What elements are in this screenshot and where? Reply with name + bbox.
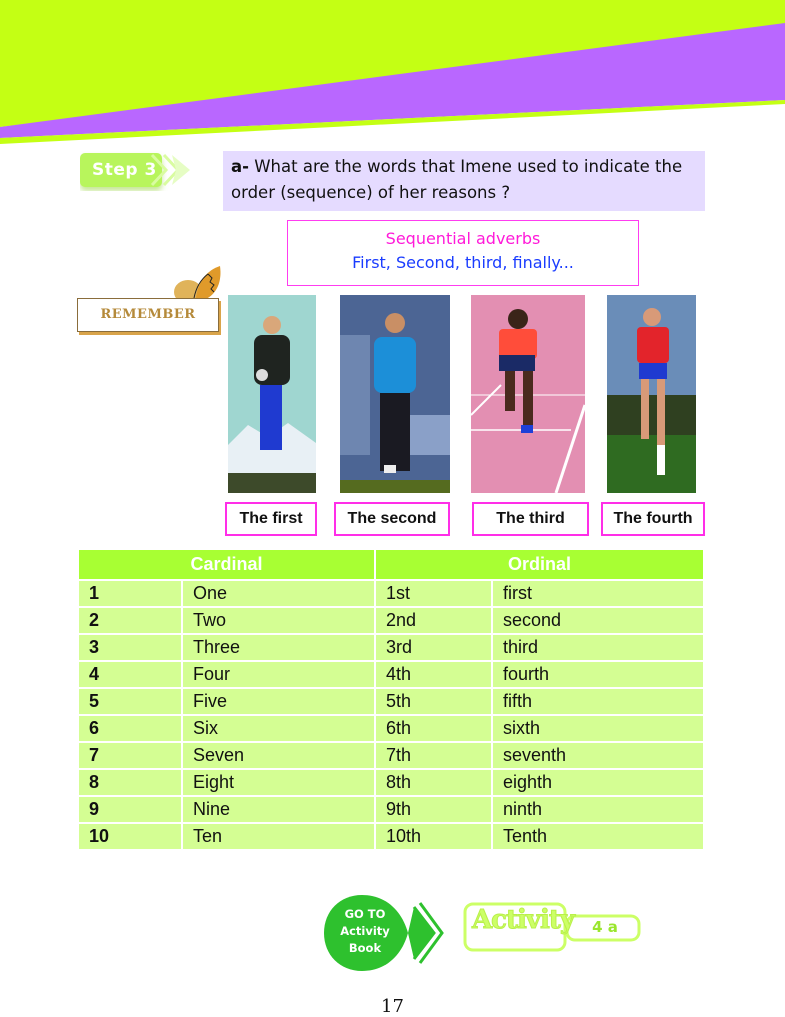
header-banner xyxy=(0,0,785,150)
cell-number: 1 xyxy=(78,580,182,607)
cell-ordinal-abbrev: 10th xyxy=(375,823,492,850)
cell-ordinal-word: ninth xyxy=(492,796,704,823)
cell-ordinal-word: seventh xyxy=(492,742,704,769)
table-row xyxy=(78,634,704,661)
cell-ordinal-abbrev: 7th xyxy=(375,742,492,769)
sequential-adverbs-box xyxy=(287,220,639,286)
cell-cardinal-word: Five xyxy=(182,688,375,715)
cell-number: 9 xyxy=(78,796,182,823)
question-text: What are the words that Imene used to indicate the order (sequence) of her reasons ? xyxy=(231,157,683,202)
adverbs-title: Sequential adverbs xyxy=(385,229,541,248)
caption-the-third: The third xyxy=(472,502,589,536)
cell-ordinal-abbrev: 2nd xyxy=(375,607,492,634)
header-ordinal: Ordinal xyxy=(375,549,704,580)
table-row xyxy=(78,796,704,823)
cell-ordinal-abbrev: 8th xyxy=(375,769,492,796)
numbers-table xyxy=(77,548,705,851)
caption-the-second: The second xyxy=(334,502,450,536)
cell-ordinal-abbrev: 9th xyxy=(375,796,492,823)
cell-ordinal-word: fifth xyxy=(492,688,704,715)
page-number: 17 xyxy=(381,996,404,1017)
activity-label: Activity xyxy=(472,905,574,935)
cell-ordinal-word: first xyxy=(492,580,704,607)
table-row xyxy=(78,715,704,742)
photo-the-first xyxy=(228,295,316,493)
cell-number: 3 xyxy=(78,634,182,661)
cell-cardinal-word: Six xyxy=(182,715,375,742)
photo-the-second xyxy=(340,295,450,493)
goto-line-3: Book xyxy=(348,941,382,955)
table-row xyxy=(78,661,704,688)
cell-ordinal-word: Tenth xyxy=(492,823,704,850)
table-row xyxy=(78,823,704,850)
cell-number: 8 xyxy=(78,769,182,796)
goto-line-1: GO TO xyxy=(344,907,386,921)
cell-ordinal-abbrev: 1st xyxy=(375,580,492,607)
cell-ordinal-word: fourth xyxy=(492,661,704,688)
table-header-row xyxy=(78,549,704,580)
photo-the-fourth xyxy=(607,295,696,493)
cell-ordinal-word: third xyxy=(492,634,704,661)
question-box xyxy=(223,151,705,211)
cell-ordinal-abbrev: 6th xyxy=(375,715,492,742)
go-to-activity-book-label xyxy=(330,906,400,957)
cell-cardinal-word: Ten xyxy=(182,823,375,850)
caption-the-fourth: The fourth xyxy=(601,502,705,536)
cell-number: 10 xyxy=(78,823,182,850)
cell-cardinal-word: Three xyxy=(182,634,375,661)
cell-ordinal-word: eighth xyxy=(492,769,704,796)
cell-cardinal-word: Eight xyxy=(182,769,375,796)
table-row xyxy=(78,607,704,634)
cell-ordinal-abbrev: 4th xyxy=(375,661,492,688)
table-row xyxy=(78,769,704,796)
cell-cardinal-word: Two xyxy=(182,607,375,634)
cell-ordinal-word: sixth xyxy=(492,715,704,742)
cell-ordinal-abbrev: 5th xyxy=(375,688,492,715)
cell-number: 5 xyxy=(78,688,182,715)
cell-cardinal-word: Four xyxy=(182,661,375,688)
remember-label: REMEMBER xyxy=(77,298,219,332)
cell-cardinal-word: One xyxy=(182,580,375,607)
cell-cardinal-word: Nine xyxy=(182,796,375,823)
adverbs-list: First, Second, third, finally... xyxy=(352,253,574,272)
goto-line-2: Activity xyxy=(340,924,390,938)
header-cardinal: Cardinal xyxy=(78,549,375,580)
activity-number: 4 a xyxy=(592,918,618,936)
photo-the-third xyxy=(471,295,585,493)
table-row xyxy=(78,580,704,607)
cell-cardinal-word: Seven xyxy=(182,742,375,769)
cell-ordinal-abbrev: 3rd xyxy=(375,634,492,661)
cell-ordinal-word: second xyxy=(492,607,704,634)
caption-the-first: The first xyxy=(225,502,317,536)
cell-number: 7 xyxy=(78,742,182,769)
cell-number: 6 xyxy=(78,715,182,742)
cell-number: 2 xyxy=(78,607,182,634)
table-row xyxy=(78,688,704,715)
question-prefix: a- xyxy=(231,157,249,176)
step-label: Step 3 xyxy=(92,160,157,180)
cell-number: 4 xyxy=(78,661,182,688)
table-row xyxy=(78,742,704,769)
